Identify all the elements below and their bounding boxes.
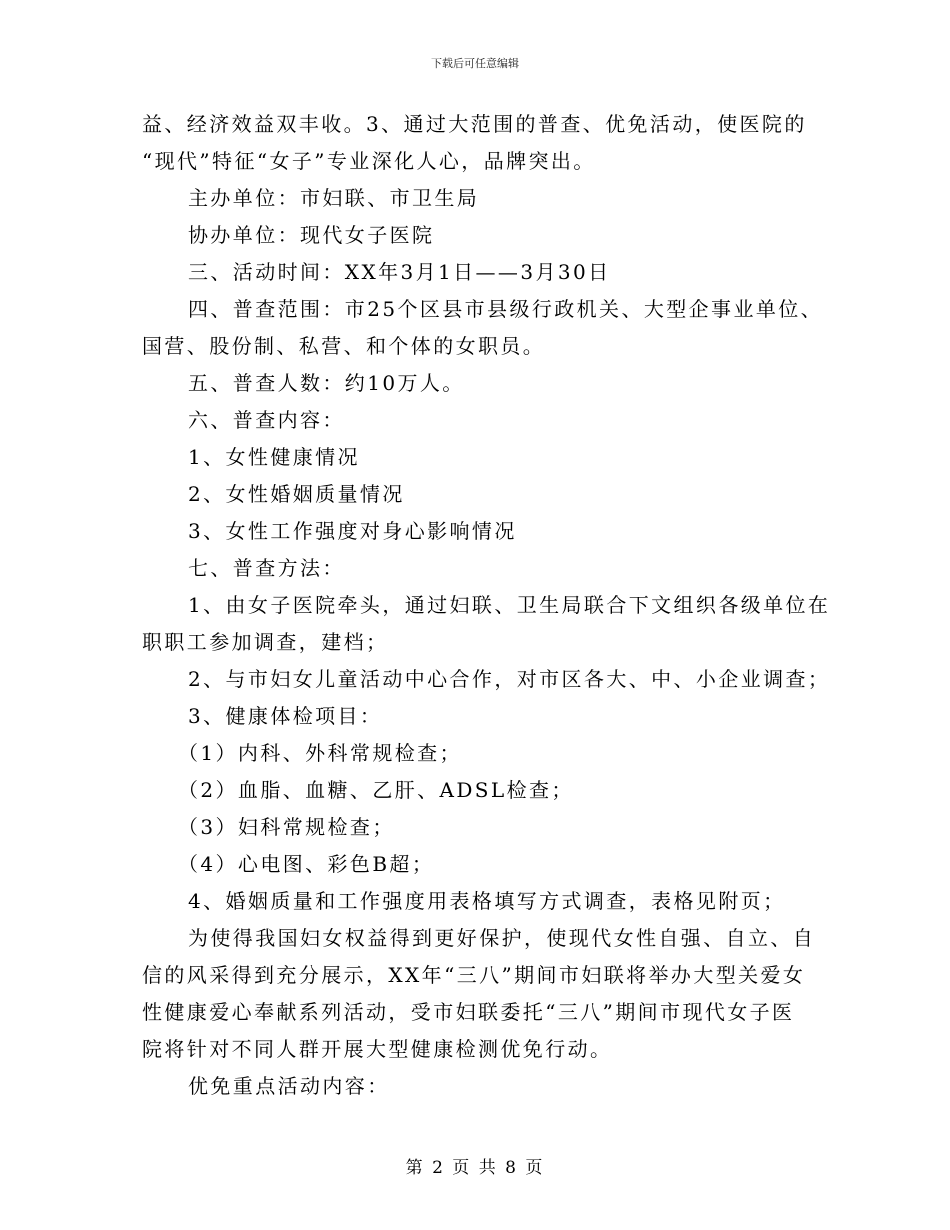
sub-list-item: （3）妇科常规检查； xyxy=(178,815,395,839)
section-heading: 优免重点活动内容： xyxy=(188,1074,390,1098)
paragraph-line: “现代”特征“女子”专业深化人心，品牌突出。 xyxy=(142,149,596,173)
section-heading: 四、普查范围：市25个区县市县级行政机关、大型企事业单位、 xyxy=(188,297,824,321)
sub-list-item: （4）心电图、彩色B超； xyxy=(178,852,435,876)
paragraph-line: 性健康爱心奉献系列活动，受市妇联委托“三八”期间市现代女子医 xyxy=(142,1000,795,1024)
page-header: 下载后可任意编辑 xyxy=(431,57,519,70)
sub-list-item: （2）血脂、血糖、乙肝、ADSL检查； xyxy=(178,778,574,802)
organizer-line: 主办单位：市妇联、市卫生局 xyxy=(188,186,480,210)
paragraph-line: 信的风采得到充分展示，XX年“三八”期间市妇联将举办大型关爱女 xyxy=(142,963,806,987)
section-heading: 七、普查方法： xyxy=(188,556,345,580)
list-item: 3、女性工作强度对身心影响情况 xyxy=(188,519,517,543)
section-heading: 五、普查人数：约10万人。 xyxy=(188,371,465,395)
list-item: 3、健康体检项目： xyxy=(188,704,383,728)
page-number: 第 2 页 共 8 页 xyxy=(405,1158,545,1178)
paragraph-line: 国营、股份制、私营、和个体的女职员。 xyxy=(142,334,546,358)
paragraph-line: 益、经济效益双丰收。3、通过大范围的普查、优免活动，使医院的 xyxy=(142,112,807,136)
section-heading: 三、活动时间：XX年3月1日——3月30日 xyxy=(188,260,611,284)
list-item: 1、由女子医院牵头，通过妇联、卫生局联合下文组织各级单位在 xyxy=(188,593,831,617)
list-item: 2、与市妇女儿童活动中心合作，对市区各大、中、小企业调查； xyxy=(188,667,831,691)
section-heading: 六、普查内容： xyxy=(188,408,345,432)
paragraph-line: 为使得我国妇女权益得到更好保护，使现代女性自强、自立、自 xyxy=(188,926,816,950)
co-organizer-line: 协办单位：现代女子医院 xyxy=(188,223,435,247)
list-item: 2、女性婚姻质量情况 xyxy=(188,482,405,506)
sub-list-item: （1）内科、外科常规检查； xyxy=(178,741,462,765)
list-item: 4、婚姻质量和工作强度用表格填写方式调查，表格见附页； xyxy=(188,889,786,913)
list-item: 1、女性健康情况 xyxy=(188,445,360,469)
paragraph-line: 职职工参加调查，建档； xyxy=(142,630,389,654)
paragraph-line: 院将针对不同人群开展大型健康检测优免行动。 xyxy=(142,1037,613,1061)
document-body xyxy=(142,106,831,1105)
